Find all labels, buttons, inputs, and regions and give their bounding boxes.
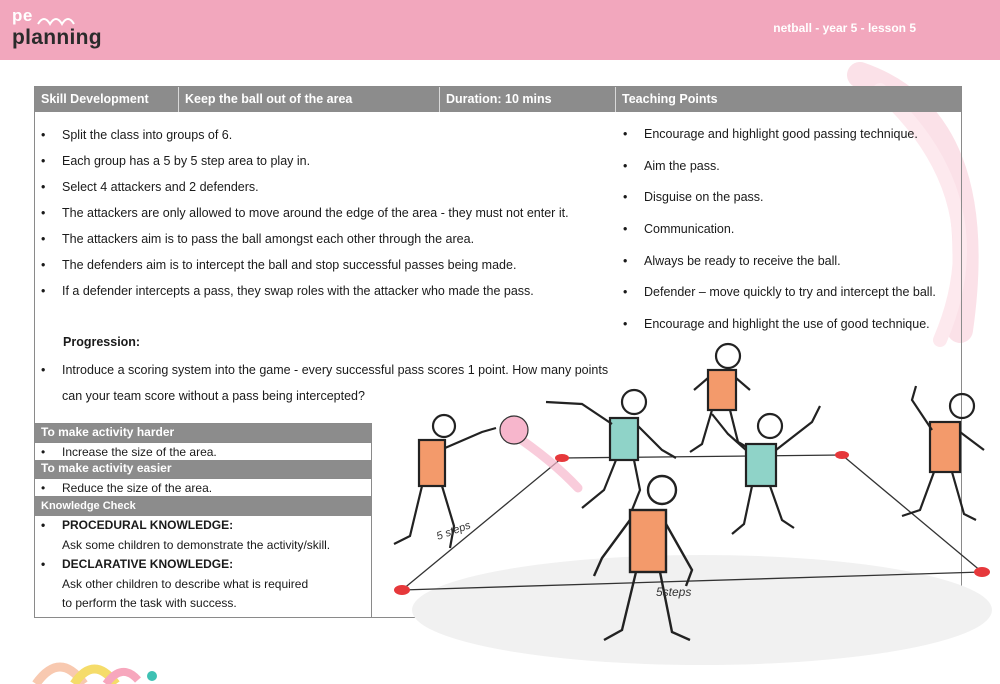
knowledge-check-title: Knowledge Check	[35, 497, 371, 516]
list-item: • If a defender intercepts a pass, they swap roles with the attacker who made the pass.	[35, 278, 625, 304]
easier-section	[35, 460, 372, 497]
declarative-text-1: Ask other children to describe what is required	[62, 576, 309, 591]
header-duration: Duration: 10 mins	[440, 87, 616, 112]
list-item: • Disguise on the pass.	[617, 182, 961, 214]
header-skill-development: Skill Development	[35, 87, 179, 112]
header-teaching-points: Teaching Points	[622, 92, 718, 106]
player-attacker-top	[690, 344, 752, 452]
knowledge-check-section	[35, 497, 372, 618]
logo-planning-text: planning	[12, 26, 102, 49]
list-item: • Always be ready to receive the ball.	[617, 246, 961, 278]
procedural-label: • PROCEDURAL KNOWLEDGE:	[35, 516, 371, 536]
plan-header-row	[35, 87, 961, 112]
harder-item: • Increase the size of the area.	[35, 442, 371, 460]
player-defender-right	[712, 406, 820, 534]
list-item: • The defenders aim is to intercept the ball and stop successful passes being made.	[35, 252, 625, 278]
activity-steps-list	[35, 122, 625, 304]
declarative-text-2: to perform the task with success.	[62, 596, 237, 610]
list-item: • Select 4 attackers and 2 defenders.	[35, 174, 625, 200]
list-item: • The attackers are only allowed to move around the edge of the area - they must not enter it.	[35, 200, 625, 226]
list-item: • The attackers aim is to pass the ball amongst each other through the area.	[35, 226, 625, 252]
progression-title: Progression:	[63, 335, 141, 349]
list-item: • Each group has a 5 by 5 step area to play in.	[35, 148, 625, 174]
progression-item: • Introduce a scoring system into the game - every successful pass scores 1 point. How many points can your team score without a pass being intercepted?	[35, 357, 625, 409]
netball-icon	[500, 416, 528, 444]
procedural-text: Ask some children to demonstrate the activity/skill.	[62, 537, 331, 552]
list-item: • Defender – move quickly to try and intercept the ball.	[617, 277, 961, 309]
pe-planning-logo	[12, 6, 122, 52]
header-activity-name: Keep the ball out of the area	[179, 87, 440, 112]
declarative-label: • DECLARATIVE KNOWLEDGE:	[35, 555, 371, 575]
steps-label-bottom: 5steps	[656, 585, 692, 599]
list-item: • Aim the pass.	[617, 151, 961, 183]
list-item: • Encourage and highlight the use of good technique.	[617, 309, 961, 341]
logo-pe-text: pe	[12, 6, 33, 25]
page-header	[0, 0, 1000, 60]
easier-item: • Reduce the size of the area.	[35, 478, 371, 496]
easier-title: To make activity easier	[35, 460, 371, 478]
harder-title: To make activity harder	[35, 424, 371, 442]
list-item: • Communication.	[617, 214, 961, 246]
footer-logo-arcs	[30, 640, 170, 684]
player-defender-center	[546, 390, 676, 510]
lesson-title: netball - year 5 - lesson 5	[773, 21, 916, 35]
player-attacker-right	[902, 386, 984, 520]
netball-activity-illustration	[372, 340, 1000, 684]
steps-label-left: 5 steps	[434, 519, 473, 543]
logo-swirl-icon	[36, 12, 76, 26]
list-item: • Split the class into groups of 6.	[35, 122, 625, 148]
teaching-points-list	[617, 119, 961, 341]
list-item: • Encourage and highlight good passing technique.	[617, 119, 961, 151]
harder-section	[35, 423, 372, 461]
